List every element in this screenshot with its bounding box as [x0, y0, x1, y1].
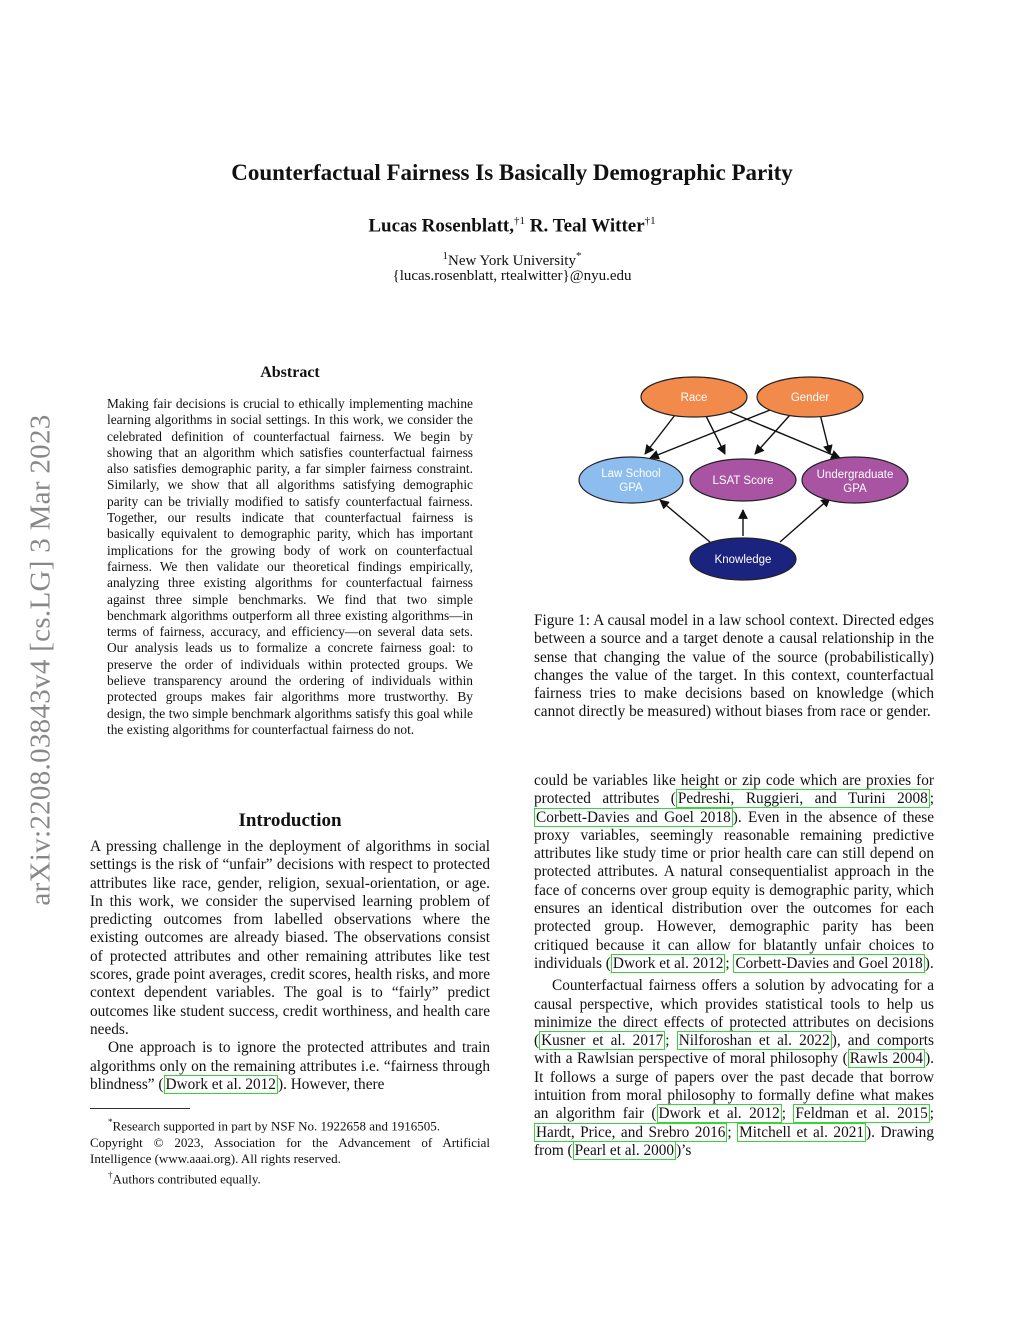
- citation-separator: ;: [727, 1123, 738, 1141]
- author-name: Lucas Rosenblatt,: [368, 215, 515, 237]
- node-undergrad-label-2: GPA: [843, 483, 867, 495]
- citation-separator: ;: [929, 1105, 934, 1123]
- node-knowledge-label: Knowledge: [714, 554, 772, 566]
- author-line: [0, 215, 1024, 237]
- citation-link[interactable]: Kusner et al. 2017: [541, 1032, 664, 1050]
- paper-title: Counterfactual Fairness Is Basically Demographic Parity: [231, 160, 793, 185]
- affiliation-name: New York University: [448, 253, 576, 269]
- right-column-body: [534, 772, 934, 1160]
- node-law-school-shape: [579, 457, 683, 503]
- abstract-body: [107, 396, 473, 738]
- citation-separator: ;: [665, 1032, 677, 1050]
- abstract-heading: Abstract: [260, 364, 320, 381]
- paragraph-text: ). However, there: [277, 1075, 385, 1093]
- copyright-notice: Copyright © 2023, Association for the Advancement of Artificial Intelligence (www.aaai.org). All rights reserved.: [90, 1134, 490, 1166]
- footnote-mark: *: [108, 1117, 113, 1127]
- paragraph-text: ). It follows a surge of papers over the past decade that borrow intuition from moral philosophy to formally define what makes an algorithm fair (: [534, 1050, 934, 1123]
- paragraph-text: ), and comports with a Rawlsian perspective of moral philosophy (: [534, 1032, 934, 1068]
- citation-link[interactable]: Corbett-Davies and Goel 2018: [536, 808, 731, 826]
- affiliation-star: *: [575, 250, 582, 262]
- figure-caption: [534, 612, 934, 722]
- affiliation-mark: 1: [442, 250, 449, 262]
- node-lsat-score: [690, 459, 796, 501]
- node-gender-label: Gender: [790, 392, 830, 404]
- citation-link[interactable]: Mitchell et al. 2021: [739, 1123, 865, 1141]
- citation-link[interactable]: Pedreshi, Ruggieri, and Turini 2008: [677, 790, 928, 808]
- footnote-text: Research supported in part by NSF No. 1922658 and 1916505.: [112, 1118, 440, 1134]
- right-paragraph-1: [534, 772, 934, 973]
- citation-link[interactable]: Pearl et al. 2000: [574, 1141, 675, 1159]
- citation-link[interactable]: Dwork et al. 2012: [612, 954, 724, 972]
- affiliation: [0, 250, 1024, 270]
- paragraph-text: )’s: [676, 1141, 692, 1159]
- author-emails: {lucas.rosenblatt, rtealwitter}@nyu.edu: [392, 268, 632, 284]
- causal-diagram-figure: [575, 370, 915, 585]
- citation-separator: ;: [781, 1105, 794, 1123]
- citation-link[interactable]: Feldman et al. 2015: [795, 1105, 928, 1123]
- author-mark: †1: [514, 215, 526, 227]
- edge-race-lawschool: [645, 415, 675, 454]
- citation-link[interactable]: Nilforoshan et al. 2022: [678, 1032, 830, 1050]
- node-gender: [757, 377, 863, 417]
- node-knowledge: [690, 538, 796, 580]
- footnote-1: [90, 1114, 490, 1135]
- node-undergraduate-gpa: [802, 457, 908, 503]
- arxiv-id: arXiv:2208.03843v4 [cs.LG] 3 Mar 2023: [24, 414, 57, 906]
- footnote-text: Authors contributed equally.: [112, 1171, 261, 1187]
- edge-race-undergrad: [725, 410, 840, 458]
- node-law-school-label-1: Law School: [601, 468, 661, 480]
- footnote-mark: †: [108, 1170, 113, 1181]
- intro-paragraph-2: [90, 1039, 490, 1094]
- introduction-heading: Introduction: [238, 810, 342, 831]
- abstract-text: Making fair decisions is crucial to ethically implementing machine learning algorithms in social settings. In this work, we consider the celebrated definition of counterfactual fairness. We begin by showing that an algorithm which satisfies counterfactual fairness also satisfies demographic parity, a far simpler fairness constraint. Similarly, we show that all algorithms satisfying demographic parity can be trivially modified to satisfy counterfactual fairness. Together, our results indicate that counterfactual fairness is basically equivalent to demographic parity, which has important implications for the growing body of work on counterfactual fairness. We then validate our theoretical findings empirically, analyzing three existing algorithms for counterfactual fairness against three simple benchmarks. We find that two simple benchmark algorithms outperform all three existing algorithms—in terms of fairness, accuracy, and efficiency—on several data sets. Our analysis leads us to formalize a concrete fairness goal: to preserve the order of individuals within protected groups. We believe transparency around the ordering of individuals within protected groups makes fair algorithms more trustworthy. By design, the two simple benchmark algorithms satisfy this goal while the existing algorithms for counterfactual fairness do not.: [107, 396, 473, 737]
- citation-separator: ;: [725, 954, 734, 972]
- node-race: [641, 377, 747, 417]
- paragraph-text: ). Even in the absence of these proxy variables, seemingly reasonable remaining predictive attributes like study time or prior health care can still depend on protected attributes. A natural consequentialist approach in the face of concerns over group equity is demographic parity, which ensures an identical distribution over the outcomes for each protected group. However, demographic parity has been critiqued because it can allow for blatantly unfair choices to individuals (: [534, 808, 935, 972]
- footnote-rule: [90, 1108, 190, 1109]
- paragraph-text: ).: [924, 954, 934, 972]
- figure-caption-text: Figure 1: A causal model in a law school context. Directed edges between a source and a target denote a causal relationship in the sense that changing the value of the source (probabilistically) changes the value of the target. In this context, counterfactual fairness tries to make decisions based on knowledge (which cannot directly be measured) without biases from race or gender.: [534, 612, 934, 721]
- edge-race-lsat: [705, 414, 725, 454]
- arxiv-sidebar-stamp: [18, 360, 64, 960]
- right-paragraph-2: [534, 977, 934, 1160]
- paragraph-text: Counterfactual fairness offers a solution by advocating for a causal perspective, which provides statistical tools to help us minimize the direct effects of protected attributes on decisions (: [534, 977, 934, 1050]
- node-race-label: Race: [680, 392, 708, 404]
- citation-separator: ;: [929, 790, 934, 808]
- causal-diagram: [575, 370, 915, 585]
- intro-paragraph-1: A pressing challenge in the deployment of algorithms in social settings is the risk of “unfair” decisions with respect to protected attributes like race, gender, religion, sexual-orientation, or age. In this work, we consider the supervised learning problem of predicting outcomes from labelled observations where the existing outcomes are already biased. The observations consist of protected attributes and other remaining attributes like test scores, grade point averages, credit scores, health risks, and more context dependent variables. The goal is to “fairly” predict outcomes like student success, credit worthiness, and health care needs.: [90, 838, 490, 1038]
- edge-gender-undergrad: [820, 414, 830, 454]
- citation-link[interactable]: Hardt, Price, and Srebro 2016: [536, 1123, 726, 1141]
- footnotes: [90, 1114, 490, 1188]
- node-undergrad-label-1: Undergraduate: [816, 469, 894, 481]
- introduction-body: [90, 838, 490, 1094]
- footnote-2: [90, 1167, 490, 1188]
- paragraph-text: could be variables like height or zip code which are proxies for protected attributes (: [534, 772, 934, 808]
- citation-link[interactable]: Rawls 2004: [849, 1050, 924, 1068]
- citation-link[interactable]: Dwork et al. 2012: [165, 1075, 276, 1093]
- citation-link[interactable]: Dwork et al. 2012: [658, 1105, 780, 1123]
- citation-link[interactable]: Corbett-Davies and Goel 2018: [735, 954, 923, 972]
- edge-knowledge-lawschool: [660, 500, 710, 542]
- paragraph-text: One approach is to ignore the protected attributes and train algorithms only on the remaining attributes i.e. “fairness through blindness” (: [90, 1039, 490, 1093]
- node-law-school-gpa: [579, 457, 683, 503]
- node-lsat-label: LSAT Score: [712, 475, 774, 487]
- node-law-school-label-2: GPA: [619, 482, 643, 494]
- author-mark: †1: [644, 215, 656, 227]
- paragraph-text: ). Drawing from (: [534, 1123, 934, 1159]
- edge-knowledge-undergrad: [780, 498, 830, 542]
- author-name: R. Teal Witter: [529, 215, 645, 237]
